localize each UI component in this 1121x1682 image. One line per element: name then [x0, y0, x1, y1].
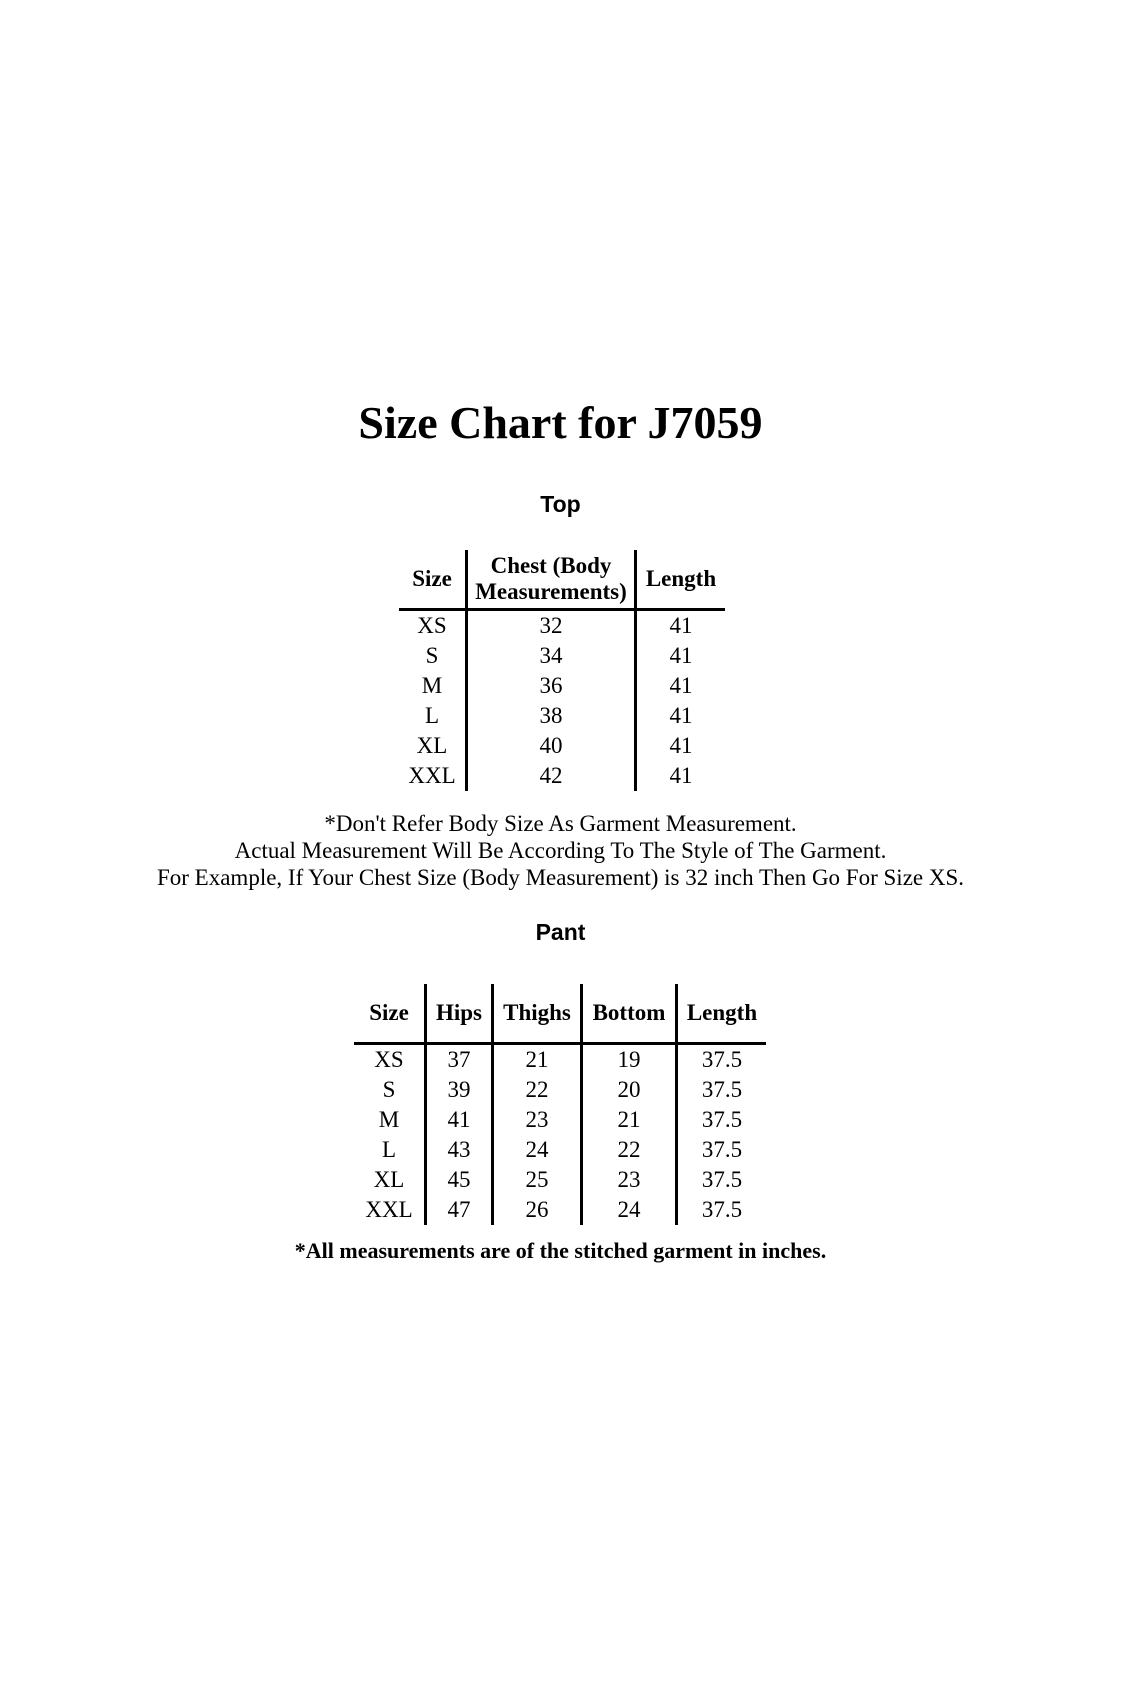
pant-cell-thighs: 22 — [493, 1075, 582, 1105]
pant-size-table — [354, 984, 766, 1225]
pant-header-length: Length — [677, 984, 767, 1044]
pant-cell-thighs: 24 — [493, 1135, 582, 1165]
top-section-heading: Top — [540, 491, 581, 517]
top-header-row — [399, 550, 725, 610]
table-row — [354, 1044, 766, 1076]
table-row — [354, 1075, 766, 1105]
pant-cell-hips: 47 — [426, 1195, 493, 1225]
pant-cell-size: L — [354, 1135, 426, 1165]
top-cell-chest: 42 — [467, 761, 636, 791]
top-cell-size: L — [399, 701, 467, 731]
pant-cell-hips: 43 — [426, 1135, 493, 1165]
pant-header-thighs: Thighs — [493, 984, 582, 1044]
measurement-footnote: *All measurements are of the stitched garment in inches. — [294, 1238, 827, 1263]
top-cell-length: 41 — [669, 613, 693, 638]
top-cell-chest: 38 — [467, 701, 636, 731]
pant-cell-size: XS — [354, 1044, 426, 1076]
pant-cell-bottom: 23 — [582, 1165, 677, 1195]
table-row — [399, 641, 725, 671]
pant-cell-thighs: 23 — [493, 1105, 582, 1135]
table-row — [399, 731, 725, 761]
top-header-length: Length — [636, 550, 726, 610]
table-row — [354, 1135, 766, 1165]
top-cell-size: XXL — [399, 761, 467, 791]
pant-cell-bottom: 21 — [582, 1105, 677, 1135]
pant-cell-length: 37.5 — [701, 1077, 743, 1102]
pant-cell-length: 37.5 — [701, 1197, 743, 1222]
top-header-chest — [467, 550, 636, 610]
top-cell-length: 41 — [669, 763, 693, 788]
pant-section-heading: Pant — [535, 919, 586, 945]
pant-header-row — [354, 984, 766, 1044]
top-note-line: Actual Measurement Will Be According To The Style of The Garment. — [234, 838, 887, 863]
table-row — [354, 1195, 766, 1225]
pant-cell-thighs: 25 — [493, 1165, 582, 1195]
pant-cell-hips: 41 — [426, 1105, 493, 1135]
pant-header-bottom: Bottom — [582, 984, 677, 1044]
table-row — [399, 761, 725, 791]
top-cell-chest: 34 — [467, 641, 636, 671]
table-row — [354, 1105, 766, 1135]
pant-cell-thighs: 21 — [493, 1044, 582, 1076]
pant-cell-size: XL — [354, 1165, 426, 1195]
top-cell-size: S — [399, 641, 467, 671]
pant-cell-length: 37.5 — [701, 1137, 743, 1162]
top-cell-chest: 36 — [467, 671, 636, 701]
table-row — [399, 671, 725, 701]
pant-cell-bottom: 20 — [582, 1075, 677, 1105]
top-cell-length: 41 — [669, 673, 693, 698]
pant-cell-bottom: 22 — [582, 1135, 677, 1165]
pant-cell-bottom: 19 — [582, 1044, 677, 1076]
top-cell-chest: 32 — [467, 610, 636, 642]
top-cell-size: XS — [399, 610, 467, 642]
top-header-chest-line1: Chest (Body — [490, 553, 612, 578]
top-cell-length: 41 — [669, 733, 693, 758]
pant-header-hips: Hips — [426, 984, 493, 1044]
top-note-line: *Don't Refer Body Size As Garment Measurement. — [324, 811, 797, 836]
table-row — [399, 701, 725, 731]
pant-cell-hips: 37 — [426, 1044, 493, 1076]
table-row — [399, 610, 725, 642]
pant-cell-length: 37.5 — [701, 1047, 743, 1072]
pant-cell-bottom: 24 — [582, 1195, 677, 1225]
top-header-size: Size — [399, 550, 467, 610]
top-cell-size: XL — [399, 731, 467, 761]
pant-header-size: Size — [354, 984, 426, 1044]
pant-cell-size: M — [354, 1105, 426, 1135]
table-row — [354, 1165, 766, 1195]
top-size-table — [399, 550, 725, 791]
top-notes — [0, 810, 1121, 891]
pant-cell-hips: 39 — [426, 1075, 493, 1105]
top-cell-length: 41 — [669, 703, 693, 728]
top-cell-size: M — [399, 671, 467, 701]
top-header-chest-line2: Measurements) — [475, 579, 627, 604]
pant-cell-thighs: 26 — [493, 1195, 582, 1225]
pant-cell-length: 37.5 — [701, 1167, 743, 1192]
top-cell-chest: 40 — [467, 731, 636, 761]
page-title: Size Chart for J7059 — [358, 397, 763, 448]
top-cell-length: 41 — [669, 643, 693, 668]
pant-cell-length: 37.5 — [701, 1107, 743, 1132]
pant-cell-size: XXL — [354, 1195, 426, 1225]
pant-cell-hips: 45 — [426, 1165, 493, 1195]
pant-cell-size: S — [354, 1075, 426, 1105]
top-note-line: For Example, If Your Chest Size (Body Measurement) is 32 inch Then Go For Size XS. — [156, 865, 965, 890]
